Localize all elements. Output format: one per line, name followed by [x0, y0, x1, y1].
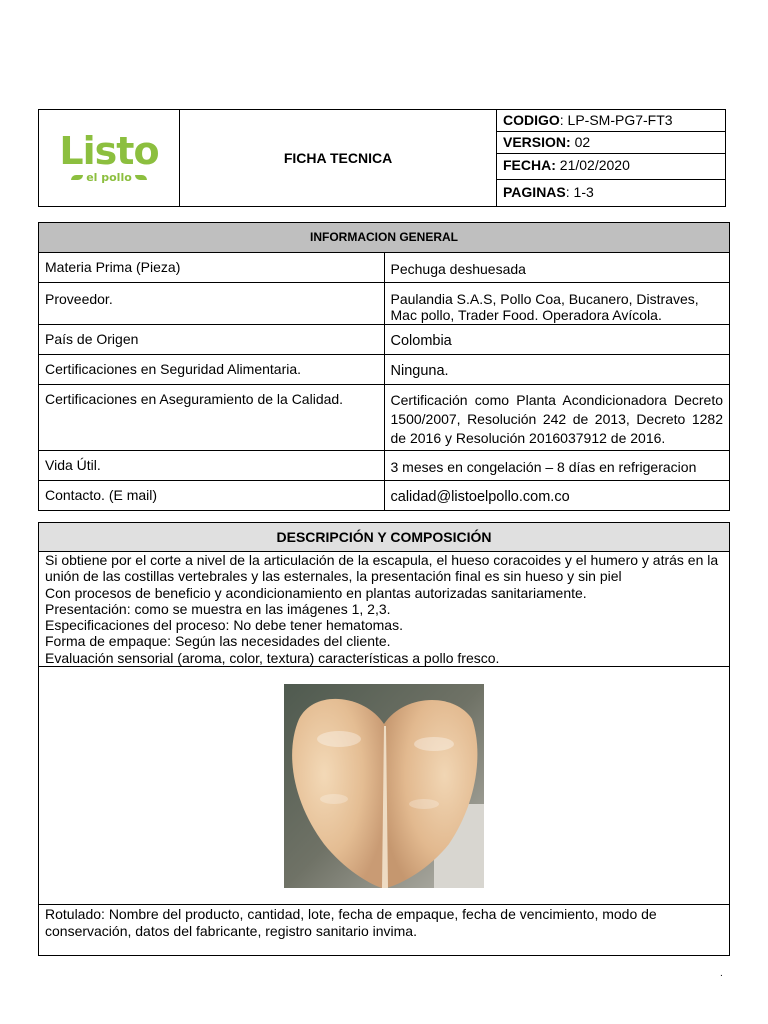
- section-heading-general: INFORMACION GENERAL: [39, 223, 730, 253]
- meta-version: VERSION: 02: [497, 132, 726, 154]
- header-table: [38, 109, 726, 207]
- description-line: Forma de empaque: Según las necesidades del cliente.: [45, 633, 391, 650]
- rotulado-text: [39, 905, 730, 956]
- description-line: Si obtiene por el corte a nivel de la articulación de la escapula, el hueso coracoides y el humero y atrás en la: [45, 552, 719, 568]
- logo-cell: [39, 110, 180, 207]
- meta-paginas: PAGINAS: 1-3: [497, 180, 726, 207]
- description-text: [39, 552, 730, 667]
- row-value: Ninguna.: [384, 355, 730, 385]
- row-value: 3 meses en congelación – 8 días en refrigeracion: [384, 451, 730, 481]
- row-label: Materia Prima (Pieza): [39, 253, 385, 283]
- section-heading-description: DESCRIPCIÓN Y COMPOSICIÓN: [39, 523, 730, 552]
- logo-sub-text: el pollo: [86, 170, 132, 184]
- document-title: FICHA TECNICA: [180, 110, 497, 207]
- row-value: Certificación como Planta Acondicionadora Decreto 1500/2007, Resolución 242 de 2013, Decreto 1282 de 2016 y Resolución 2016037912 de 2016.: [384, 385, 730, 451]
- row-label: Contacto. (E mail): [39, 481, 385, 511]
- row-label: País de Origen: [39, 325, 385, 355]
- description-line: unión de las costillas vertebrales y las esternales, la presentación final es sin hueso y sin piel: [45, 568, 622, 585]
- description-line: Especificaciones del proceso: No debe tener hematomas.: [45, 617, 403, 634]
- row-label: Vida Útil.: [39, 451, 385, 481]
- row-label: Certificaciones en Aseguramiento de la Calidad.: [39, 385, 385, 451]
- meta-fecha: FECHA: 21/02/2020: [497, 154, 726, 180]
- company-logo: [59, 128, 159, 184]
- row-label: Proveedor.: [39, 283, 385, 325]
- logo-leaf-icon: [135, 175, 147, 180]
- description-line: Evaluación sensorial (aroma, color, textura) características a pollo fresco.: [45, 649, 500, 666]
- description-line: Con procesos de beneficio y acondicionamiento en plantas autorizadas sanitariamente.: [45, 584, 587, 601]
- rotulado-line: conservación, datos del fabricante, registro sanitario invima.: [45, 923, 417, 940]
- chicken-breast-photo: [284, 684, 484, 888]
- rotulado-line: Rotulado: Nombre del producto, cantidad, lote, fecha de empaque, fecha de vencimiento, modo de: [45, 906, 657, 923]
- description-line: Presentación: como se muestra en las imágenes 1, 2,3.: [45, 600, 391, 617]
- row-label: Certificaciones en Seguridad Alimentaria.: [39, 355, 385, 385]
- logo-leaf-icon: [71, 175, 83, 180]
- product-photo-cell: [39, 667, 730, 905]
- row-value: Pechuga deshuesada: [384, 253, 730, 283]
- row-value: Paulandia S.A.S, Pollo Coa, Bucanero, Distraves, Mac pollo, Trader Food. Operadora Avícola.: [384, 283, 730, 325]
- description-table: [38, 522, 730, 956]
- contact-email[interactable]: calidad@listoelpollo.com.co: [384, 481, 730, 511]
- logo-main-text: Listo: [59, 128, 159, 173]
- meta-codigo: CODIGO: LP-SM-PG7-FT3: [497, 110, 726, 132]
- footer-mark: .: [720, 968, 723, 979]
- general-info-table: [38, 222, 730, 511]
- row-value: Colombia: [384, 325, 730, 355]
